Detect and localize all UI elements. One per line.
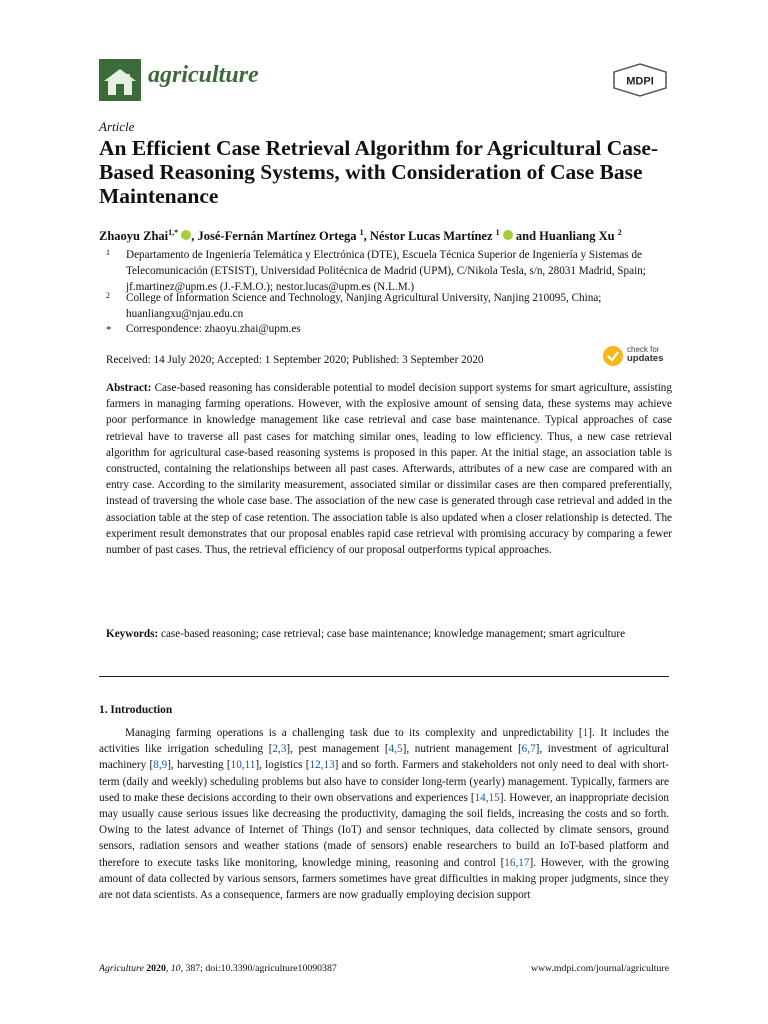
journal-name[interactable]: agriculture (148, 62, 259, 88)
citation-link[interactable]: 16,17 (504, 856, 530, 869)
affiliation-2 (106, 290, 671, 322)
affiliation-text: Departamento de Ingeniería Telemática y Electrónica (DTE), Escuela Técnica Superior de Ingeniería y Sistemas de Telecomunicación (ETSIST), Universidad Politécnica de Madrid (UPM), C/Nikola Tesla, s/n, 28031 Madrid, Spain; jf.martinez@upm.es (J.-F.M.O.); nestor.lucas@upm.es (N.L.M.) (126, 249, 646, 293)
author-sup: 1,* (168, 228, 179, 237)
keywords-label: Keywords: (106, 628, 159, 640)
correspondence (106, 321, 671, 337)
affiliation-number: 1 (106, 248, 110, 257)
section-divider (99, 676, 669, 677)
keywords-text: case-based reasoning; case retrieval; case base maintenance; knowledge management; smart agriculture (158, 628, 626, 640)
intro-text: ], harvesting [ (167, 759, 231, 772)
intro-text: ] and so forth. Farmers and stakeholders not only need to deal with short-term (daily and weekly) scheduling problems but also have to consider long-term (yearly) management. Typically, farmers are used to make these decisions according to their own observations and experiences [ (99, 759, 669, 804)
mdpi-logo-icon (612, 63, 668, 97)
intro-text: Managing farming operations is a challenging task due to its complexity and unpredictability [ (125, 727, 583, 739)
publication-dates: Received: 14 July 2020; Accepted: 1 September 2020; Published: 3 September 2020 (106, 354, 484, 366)
citation-link[interactable]: 6,7 (521, 743, 536, 756)
article-type: Article (99, 119, 135, 134)
affiliation-number: * (106, 324, 112, 336)
keywords (106, 626, 672, 642)
introduction-paragraph (99, 725, 669, 903)
intro-text: ], logistics [ (255, 759, 310, 772)
citation-link[interactable]: 14,15 (474, 791, 500, 804)
affiliation-number: 2 (106, 291, 110, 300)
citation-link[interactable]: 8,9 (153, 759, 168, 772)
check-for-updates-badge[interactable] (602, 343, 672, 369)
abstract-text: Case-based reasoning has considerable potential to model decision support systems for smart agriculture, assisting farmers in managing farming operations. However, with the explosive amount of sensing data, these systems may achieve poor performance in knowledge management like case retrieval and case base maintenance. Typical approaches of case retrieval have to traverse all past cases for matching similar ones, leading to low efficiency. Thus, a new case retrieval algorithm for agricultural case-based reasoning systems is proposed in this paper. At the initial stage, an association table is constructed, containing the relationships between all past cases. Afterwards, attributes of a new case are compared with an entry case. According to the similarity measurement, associated similar or dissimilar cases are then compared preferentially, instead of traversing the whole case base. The association of the new case is generated through case retrieval and added in the association table at the step of case retention. The association table is also updated when a closer relationship is detected. The experiment result demonstrates that our proposal enables rapid case retrieval with promising accuracy by comparing a fewer number of past cases. Thus, the retrieval efficiency of our proposal outperforms typical approaches. (106, 382, 672, 557)
intro-text: ]. However, an inappropriate decision may usually cause serious issues like decreasing the productivity, damaging the soil fields, increasing the costs and so forth. Owing to the latest advance of Internet of Things (IoT) and sensor techniques, data collected by climate sensors, ground sensors, radiation sensors and weather stations (made of sensors) enable researchers to build an IoT-based platform and therefore to execute tasks like monitoring, knowledge mining, reasoning and control [ (99, 791, 670, 869)
orcid-icon[interactable] (181, 230, 191, 240)
barn-icon (99, 59, 141, 101)
footer-volume: , 10 (165, 963, 181, 974)
intro-text: ], investment of agricultural machinery [ (99, 743, 669, 772)
author-name[interactable]: and Huanliang Xu (512, 229, 615, 244)
citation-link[interactable]: 10,11 (230, 759, 256, 772)
check-updates-line1: check for (627, 345, 660, 354)
intro-text: ], pest management [ (286, 743, 389, 756)
footer-year: 2020 (143, 963, 166, 974)
author-sup: 2 (617, 228, 622, 237)
intro-text: ], nutrient management [ (402, 743, 522, 756)
footer-doi[interactable]: , 387; doi:10.3390/agriculture10090387 (180, 963, 337, 974)
check-updates-line2: updates (627, 353, 664, 364)
affiliation-text: Correspondence: zhaoyu.zhai@upm.es (126, 323, 301, 335)
mdpi-logo[interactable] (612, 63, 668, 97)
paper-title: An Efficient Case Retrieval Algorithm for Agricultural Case-Based Reasoning Systems, with Consideration of Case Base Maintenance (99, 136, 659, 208)
orcid-icon[interactable] (503, 230, 513, 240)
author-name[interactable]: Zhaoyu Zhai (99, 229, 169, 244)
section-heading: 1. Introduction (99, 704, 173, 716)
abstract-label: Abstract: (106, 382, 152, 394)
footer-citation (99, 963, 337, 974)
footer-journal: Agriculture (99, 963, 144, 974)
intro-text: ]. It includes the activities like irrigation scheduling [ (99, 727, 669, 756)
abstract (106, 380, 672, 558)
citation-link[interactable]: 12,13 (309, 759, 335, 772)
citation-link[interactable]: 2,3 (272, 743, 287, 756)
author-sup: 1 (495, 228, 500, 237)
citation-link[interactable]: 4,5 (388, 743, 403, 756)
footer-url[interactable]: www.mdpi.com/journal/agriculture (530, 963, 669, 974)
author-list (99, 228, 679, 244)
intro-text: ]. However, with the growing amount of data collected by various sensors, farmers sometimes have great difficulties in making proper judgments, since they are not data scientists. As a consequence, farmers are now gradually employing decision support (99, 856, 670, 902)
affiliation-1 (106, 247, 671, 295)
affiliation-text: College of Information Science and Technology, Nanjing Agricultural University, Nanjing 210095, China; huanliangxu@njau.edu.cn (126, 292, 602, 320)
author-name[interactable]: , Néstor Lucas Martínez (363, 229, 493, 244)
author-sup: 1 (359, 228, 364, 237)
citation-link[interactable]: 1 (582, 727, 589, 739)
author-name[interactable]: , José-Fernán Martínez Ortega (191, 229, 357, 244)
journal-logo (99, 59, 141, 101)
svg-text:MDPI: MDPI (626, 75, 654, 88)
